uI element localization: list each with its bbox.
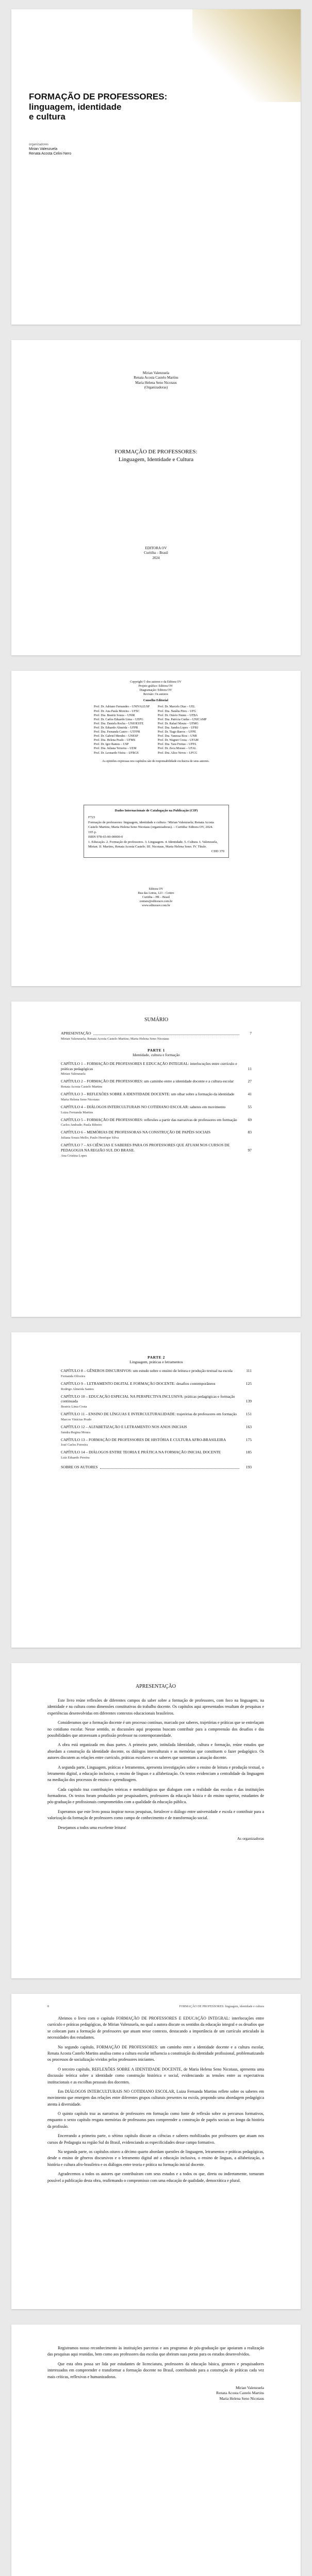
toc-authors: Maria Helena Seno Nicotaus xyxy=(61,1097,100,1101)
presentation-page xyxy=(11,1663,301,1978)
credit-line: Diagramação: Editora OV xyxy=(139,689,172,692)
council-member: Prof. Dra. Juliana Teixeira – UEM xyxy=(94,747,137,751)
toc-authors: Fernanda Oliveira xyxy=(61,1374,86,1378)
council-member: Prof. Dr. Tiago Barros – UFPE xyxy=(158,731,196,734)
paragraph: Em DIÁLOGOS INTERCULTURAIS NO COTIDIANO ESCOLAR, Luiza Fernanda Martins reflete sobre os saberes em movimento que emergem das relações entre diferentes grupos culturais presentes na escola, propondo uma abordagem pedagógica atenta à diversidade. xyxy=(47,2089,264,2107)
title-page-title: FORMAÇÃO DE PROFESSORES: Linguagem, Identidade e Cultura xyxy=(114,449,198,463)
toc-entry[interactable]: CAPÍTULO 10 – EDUCAÇÃO ESPECIAL NA PERSPECTIVA INCLUSIVA: práticas pedagógicas e formação continuada 139 xyxy=(61,1394,252,1404)
title-page xyxy=(11,340,301,655)
summary-page xyxy=(11,1002,301,1317)
role-label: (Organizadoras) xyxy=(144,385,168,390)
contact-line: Editora OV xyxy=(149,888,163,891)
cover-org-label: organizadores xyxy=(29,143,49,146)
council-member: Prof. Dr. Wagner Costa – UFAM xyxy=(158,739,199,742)
toc-authors: Mirian Valenzuela; Renata Acosta Castelo Martins; Maria Helena Seno Nicotaus xyxy=(61,1037,169,1041)
paragraph: Agradecemos a todos os autores que contribuíram com seus estudos e a todos os que, direta ou indiretamente, tornaram possível a publicação desta obra, reafirmando o compromisso com uma educação de qualidade, democrática e plural. xyxy=(47,2172,264,2183)
cover-organizer: Mirian Valenzuela xyxy=(29,147,58,151)
council-list xyxy=(94,705,218,755)
council-member: Prof. Dr. Leonardo Vieira – UFRGS xyxy=(94,751,139,755)
toc-entry[interactable]: CAPÍTULO 4 – DIÁLOGOS INTERCULTURAIS NO COTIDIANO ESCOLAR: saberes em movimento 55 xyxy=(61,1104,252,1109)
toc-entry[interactable]: APRESENTAÇÃO 7 xyxy=(61,1031,252,1036)
paragraph: Que esta obra possa ser lida por estudantes de licenciatura, professores da educação básica, gestores e pesquisadores interessados em compreender e transformar a formação docente no Brasil, contribuindo para a construção de práticas cada vez mais críticas, reflexivas e humanizadoras. xyxy=(47,2361,264,2379)
toc-authors: Luiz Eduardo Pereira xyxy=(61,1456,90,1460)
catalog-line: F723 xyxy=(88,816,95,820)
closing-page xyxy=(11,2325,301,2576)
paragraph: Na segunda parte, os capítulos oitavo a décimo quarto abordam questões de linguagem, letramentos e práticas pedagógicas, desde o ensino de gêneros discursivos e o letramento digital até a educação inclusiva, o ensino de línguas, a alfabetização, a história e cultura afro-brasileira e os diálogos entre teoria e prática na formação inicial docente. xyxy=(47,2149,264,2167)
cover-title: FORMAÇÃO DE PROFESSORES: linguagem, identidade e cultura xyxy=(29,92,168,122)
toc-entry[interactable]: CAPÍTULO 14 – DIÁLOGOS ENTRE TEORIA E PRÁTICA NA FORMAÇÃO INICIAL DOCENTE 185 xyxy=(61,1450,252,1455)
running-header xyxy=(47,2005,264,2008)
signature-block xyxy=(47,2385,264,2402)
responsibility-note: As opiniões expressas nos capítulos são de responsabilidade exclusiva de seus autores. xyxy=(102,759,209,763)
city: Curitiba – Brasil xyxy=(144,551,168,555)
summary-page-2 xyxy=(11,1332,301,1648)
council-member: Prof. Dra. Fernanda Castro – UTFPR xyxy=(94,731,140,734)
paragraph: Consideramos que a formação docente é um processo contínuo, marcado por saberes, trajetórias e práticas que se entrelaçam no cotidiano escolar. Nesse sentido, as discussões aqui propostas buscam contribuir para a compreensão dos desafios e das possibilidades que atravessam a profissão professor na contemporaneidade. xyxy=(47,1720,264,1738)
toc-authors: José Carlos Ferreira xyxy=(61,1443,88,1447)
toc-entry[interactable]: CAPÍTULO 3 – REFLEXÕES SOBRE A IDENTIDADE DOCENTE: um olhar sobre a formação da identidade 41 xyxy=(61,1092,252,1096)
paragraph: O terceiro capítulo, REFLEXÕES SOBRE A IDENTIDADE DOCENTE, de Maria Helena Seno Nicotaus, apresenta uma discussão teórica sobre a identidade como construção histórica e social, evidenciando as tensões entre as expectativas institucionais e as escolhas pessoais dos docentes. xyxy=(47,2066,264,2084)
author-name: Maria Helena Seno Nicotaus xyxy=(135,380,177,385)
credits-page xyxy=(11,671,301,986)
council-member: Prof. Dra. Vanessa Rios – UNB xyxy=(158,735,197,738)
toc-authors: Luiza Fernanda Martins xyxy=(61,1110,93,1114)
catalog-line: ISBN 978-65-00-00000-0 xyxy=(88,835,123,839)
council-member: Prof. Dr. Igor Ramos – USP xyxy=(94,743,129,747)
toc-entry[interactable]: CAPÍTULO 6 – MEMÓRIAS DE PROFESSORAS NA CONSTRUÇÃO DE PAPÉIS SOCIAIS 83 xyxy=(61,1130,252,1135)
paragraph: No segundo capítulo, FORMAÇÃO DE PROFESSORES: um caminho entre a identidade docente e a cultura escolar, Renata Acosta Castelo Martins analisa como a cultura escolar influencia a constituição da identidade profissional, problematizando os processos de socialização vividos pelos professores iniciantes. xyxy=(47,2044,264,2062)
paragraph: Registramos nosso reconhecimento às instituições parceiras e aos programas de pós-graduação que apoiaram a realização das pesquisas aqui reunidas, bem como aos professores das escolas que abriram suas portas para os estudos desenvolvidos. xyxy=(47,2346,264,2357)
catalog-line: 1. Educação. 2. Formação de professores. 3. Linguagem. 4. Identidade. 5. Cultura. I. Valenzuela, Mirian. II. Martins, Renata Acosta Castelo. III. Nicotaus, Maria Helena Seno. IV. Título. xyxy=(88,840,218,849)
council-member: Prof. Dra. Helena Prado – UFMS xyxy=(94,739,136,742)
toc-authors: Ana Cristina Lopes xyxy=(61,1154,87,1158)
toc-entry[interactable]: CAPÍTULO 1 – FORMAÇÃO DE PROFESSORES E EDUCAÇÃO INTEGRAL: interlocuções entre currículo e práticas pedagógicas 11 xyxy=(61,1061,252,1071)
toc-entry[interactable]: CAPÍTULO 7 – AS CIÊNCIAS E SABERES PARA OS PROFESSORES QUE ATUAM NOS CURSOS DE PEDAGOGIA NA REGIÃO SUL DO BRASIL 97 xyxy=(61,1143,252,1153)
toc-entry[interactable]: SOBRE OS AUTORES 193 xyxy=(61,1465,252,1469)
council-member: Prof. Dr. Otávio Nunes – UFBA xyxy=(158,714,198,717)
contact-line: www.editoraov.com.br xyxy=(142,904,170,908)
signature-name: Renata Acosta Castelo Martins xyxy=(216,2391,264,2396)
toc-entry[interactable]: CAPÍTULO 2 – FORMAÇÃO DE PROFESSORES: um caminho entre a identidade docente e a cultura escolar 27 xyxy=(61,1079,252,1084)
cover-title-block xyxy=(29,92,215,157)
toc-entry[interactable]: CAPÍTULO 13 – FORMAÇÃO DE PROFESSORES DE HISTÓRIA E CULTURA AFRO-BRASILEIRA 175 xyxy=(61,1437,252,1442)
paragraph: A obra está organizada em duas partes. A primeira parte, intitulada Identidade, cultura e formação, reúne estudos que abordam a construção da identidade docente, os diálogos interculturais e as memórias que constituem o fazer pedagógico. Os autores discutem as relações entre currículo, práticas escolares e os saberes que sustentam a atuação docente. xyxy=(47,1742,264,1760)
signature: As organizadoras xyxy=(237,1836,264,1841)
title-page-imprint xyxy=(11,546,301,561)
cover-page xyxy=(11,9,301,325)
author-name: Renata Acosta Castelo Martins xyxy=(134,376,178,380)
year: 2024 xyxy=(152,555,160,560)
paragraph: A segunda parte, Linguagem, práticas e letramentos, apresenta investigações sobre o ensino de leitura e produção textual, o letramento digital, a educação inclusiva, o ensino de línguas e a alfabetização. Os textos evidenciam a centralidade da linguagem na mediação dos processos de ensino e aprendizagem. xyxy=(47,1765,264,1783)
council-member: Prof. Dr. Zeca Moraes – UFAL xyxy=(158,747,196,751)
council-member: Prof. Dr. Marcelo Dias – UEL xyxy=(158,705,195,709)
council-member: Prof. Dr. Gabriel Mendes – UNESP xyxy=(94,735,138,738)
toc-authors: Marcos Vinícius Prado xyxy=(61,1417,92,1421)
signature-name: Maria Helena Seno Nicotaus xyxy=(219,2396,264,2401)
toc-entry[interactable]: CAPÍTULO 9 – LETRAMENTO DIGITAL E FORMAÇÃO DOCENTE: desafios contemporâneos 125 xyxy=(61,1381,252,1386)
credit-line: Revisão: Os autores xyxy=(143,693,168,697)
catalog-line: Formação de professores: linguagem, identidade e cultura / Mirian Valenzuela; Renata Acosta Castelo Martins; Maria Helena Seno Nicotaus (organizadoras). – Curitiba: Editora OV, 2024. xyxy=(88,820,214,829)
paragraph: Encerrando a primeira parte, o sétimo capítulo discute as ciências e saberes mobilizados por professores que atuam nos cursos de Pedagogia na região Sul do Brasil, evidenciando as especificidades desse campo formativo. xyxy=(47,2133,264,2145)
toc-authors: Sandra Regina Moura xyxy=(61,1430,91,1434)
signature-name: Mirian Valenzuela xyxy=(235,2385,264,2390)
paragraph: Abrimos o livro com o capítulo FORMAÇÃO DE PROFESSORES E EDUCAÇÃO INTEGRAL: interlocuções entre currículo e práticas pedagógicas, de Mirian Valenzuela, no qual a autora discute os sentidos da educação integral e os desafios que se colocam para a formação de professores que atuam nesse contexto, destacando a importância de um currículo articulado às necessidades dos estudantes. xyxy=(47,2016,264,2040)
toc-entry[interactable]: CAPÍTULO 12 – ALFABETIZAÇÃO E LETRAMENTO NOS ANOS INICIAIS 163 xyxy=(61,1424,252,1429)
publisher: EDITORA OV xyxy=(145,546,167,550)
council-member: Prof. Dra. Patrícia Cunha – UNICAMP xyxy=(158,718,207,721)
toc-entry[interactable]: CAPÍTULO 5 – FORMAÇÃO DE PROFESSORES: reflexões a partir das narrativas de professores em formação 69 xyxy=(61,1117,252,1122)
catalog-line: CDD 370 xyxy=(211,850,224,854)
toc-authors: Rodrigo Almeida Santos xyxy=(61,1387,94,1391)
presentation-page-2 xyxy=(11,1994,301,2309)
paragraph: Este livro reúne reflexões de diferentes campos do saber sobre a formação de professores, com foco na linguagem, na identidade e na cultura como dimensões constitutivas do trabalho docente. Os capítulos aqui apresentados resultam de pesquisas e experiências desenvolvidas em diferentes contextos educacionais brasileiros. xyxy=(47,1698,264,1716)
cover-organizer: Renata Acosta Celini Nero xyxy=(29,152,72,156)
copyright-line: Copyright © dos autores e da Editora OV xyxy=(130,681,182,684)
catalog-line: 195 p. xyxy=(88,830,97,834)
council-member: Prof. Dr. Eduardo Almeida – UFPR xyxy=(94,726,138,730)
summary-heading: SUMÁRIO xyxy=(144,1017,169,1023)
council-member: Prof. Dr. Adriano Fernandes – UNIVALE/SP xyxy=(94,705,150,709)
toc-authors: Mirian Valenzuela xyxy=(61,1072,86,1076)
part-heading: PARTE 2 Linguagem, práticas e letramentos xyxy=(129,1355,183,1364)
paragraph: Cada capítulo traz contribuições teóricas e metodológicas que dialogam com a realidade das escolas e das instituições formadoras. Os textos foram produzidos por pesquisadores, professores da educação básica e do ensino superior, estudantes de pós-graduação e profissionais comprometidos com a qualidade da educação pública. xyxy=(47,1787,264,1805)
paragraph: O quinto capítulo traz as narrativas de professores em formação como fonte de reflexão sobre os percursos formativos, enquanto o sexto capítulo resgata memórias de professoras para compreender a construção de papéis sociais ao longo da história da profissão. xyxy=(47,2111,264,2129)
paragraph: Desejamos a todos uma excelente leitura! xyxy=(58,1825,127,1830)
contact-line: contato@editoraov.com.br xyxy=(139,900,173,904)
council-member: Prof. Dra. Yara Freitas – UFPA xyxy=(158,743,196,747)
council-heading: Conselho Editorial xyxy=(143,699,169,703)
presentation-heading: APRESENTAÇÃO xyxy=(135,1684,176,1689)
cover-decoration xyxy=(192,9,301,102)
running-title: FORMAÇÃO DE PROFESSORES: linguagem, identidade e cultura xyxy=(179,2005,264,2008)
part-heading: PARTE 1 Identidade, cultura e formação xyxy=(133,1047,180,1057)
contact-line: Rua das Letras, 123 – Centro xyxy=(138,892,174,895)
toc-authors: Beatriz Lima Costa xyxy=(61,1405,87,1409)
catalog-heading: Dados Internacionais de Catalogação na Publicação (CIP) xyxy=(114,809,198,812)
council-member: Prof. Dra. Natália Pires – UFG xyxy=(158,709,196,713)
toc-entry[interactable]: CAPÍTULO 11 – ENSINO DE LÍNGUAS E INTERCULTURALIDADE: trajetórias de professores em formação 151 xyxy=(61,1412,252,1416)
page-number: 8 xyxy=(47,2005,49,2008)
credit-line: Projeto gráfico: Editora OV xyxy=(138,685,173,688)
author-name: Mirian Valenzuela xyxy=(142,371,170,375)
council-member: Prof. Dra. Alice Neves – UFCG xyxy=(158,751,198,755)
title-page-names xyxy=(11,371,301,391)
council-member: Prof. Dr. Rafael Moura – UFMG xyxy=(158,722,199,725)
toc-authors: Carlos Andrade; Paula Ribeiro xyxy=(61,1123,102,1127)
contact-block xyxy=(11,887,301,908)
paragraph: Esperamos que este livro possa inspirar novas pesquisas, fortalecer o diálogo entre universidade e escola e contribuir para a valorização da formação de professores como campo de conhecimento e de transformação social. xyxy=(47,1809,264,1821)
catalog-card xyxy=(84,805,229,858)
council-member: Prof. Dr. Carlos Eduardo Lima – UEPG xyxy=(94,718,143,721)
council-member: Prof. Dra. Sandra Lopes – UFRJ xyxy=(158,726,199,730)
council-member: Prof. Dra. Beatriz Souza – UNIR xyxy=(94,714,135,717)
contact-line: Curitiba – PR – Brasil xyxy=(142,896,170,900)
council-member: Prof. Dr. Ana Paula Moreira – UFSC xyxy=(94,709,140,713)
toc-authors: Juliana Souza Mello; Paulo Henrique Silva xyxy=(61,1136,119,1140)
toc-authors: Renata Acosta Castelo Martins xyxy=(61,1085,103,1089)
toc-entry[interactable]: CAPÍTULO 8 – GÊNEROS DISCURSIVOS: um estudo sobre o ensino de leitura e produção textual na escola 111 xyxy=(61,1368,252,1373)
council-member: Prof. Dra. Daniela Rocha – UNIOESTE xyxy=(94,722,144,725)
